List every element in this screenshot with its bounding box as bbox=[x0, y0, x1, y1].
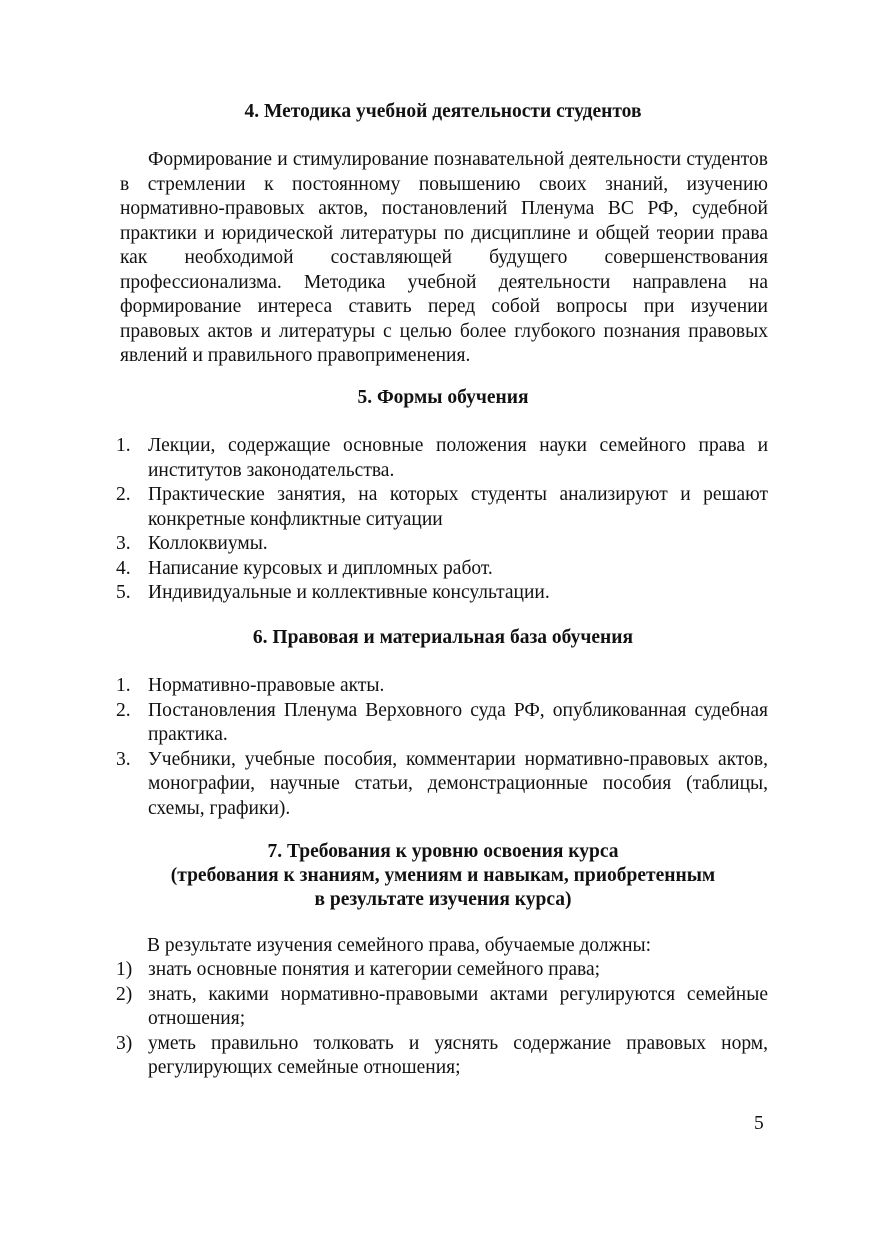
section-7-title-line: 7. Требования к уровню освоения курса bbox=[267, 841, 619, 862]
section-7-title-line: в результате изучения курса) bbox=[314, 889, 572, 910]
section-5-list bbox=[116, 434, 768, 606]
list-item: 1) знать основные понятия и категории семейного права; bbox=[116, 959, 601, 980]
section-7-title bbox=[120, 840, 766, 912]
list-item: 1. Лекции, содержащие основные положения науки семейного права и институтов законодательства. bbox=[116, 435, 768, 481]
list-item: 1. Нормативно-правовые акты. bbox=[116, 675, 385, 696]
list-item: 3. Коллоквиумы. bbox=[116, 533, 268, 554]
section-6-list bbox=[116, 674, 768, 821]
list-item: 3) уметь правильно толковать и уяснять содержание правовых норм, регулирующих семейные отношения; bbox=[116, 1032, 768, 1078]
section-5-title: 5. Формы обучения bbox=[357, 387, 529, 408]
list-item: 2) знать, какими нормативно-правовыми актами регулируются семейные отношения; bbox=[116, 983, 768, 1029]
list-item: 4. Написание курсовых и дипломных работ. bbox=[116, 557, 493, 579]
list-item: 3. Учебники, учебные пособия, комментарии нормативно-правовых актов, монографии, научные статьи, демонстрационные пособия (таблицы, схемы, графики). bbox=[116, 748, 768, 819]
list-item: 5. Индивидуальные и коллективные консультации. bbox=[116, 582, 550, 603]
section-7-intro: В результате изучения семейного права, обучаемые должны: bbox=[147, 935, 652, 956]
section-4-title: 4. Методика учебной деятельности студентов bbox=[244, 101, 642, 122]
list-item: 2. Практические занятия, на которых студенты анализируют и решают конкретные конфликтные ситуации bbox=[116, 484, 768, 530]
list-item: 2. Постановления Пленума Верховного суда РФ, опубликованная судебная практика. bbox=[116, 699, 768, 745]
page-number: 5 bbox=[754, 1113, 764, 1134]
section-7-list bbox=[116, 958, 768, 1081]
section-4-paragraph: Формирование и стимулирование познавательной деятельности студентов в стремлении к постоянному повышению своих знаний, изучению нормативно-правовых актов, постановлений Пленума ВС РФ, судебной практики и юридической литературы по дисциплине и общей теории права как необходимой составляющей будущего совершенствования профессионализма. Методика учебной деятельности направлена на формирование интереса ставить перед собой вопросы при изучении правовых актов и литературы с целью более глубокого познания правовых явлений и правильного правоприменения. bbox=[120, 149, 768, 366]
section-7-title-line: (требования к знаниям, умениям и навыкам, приобретенным bbox=[170, 865, 716, 886]
section-6-title: 6. Правовая и материальная база обучения bbox=[252, 627, 634, 648]
